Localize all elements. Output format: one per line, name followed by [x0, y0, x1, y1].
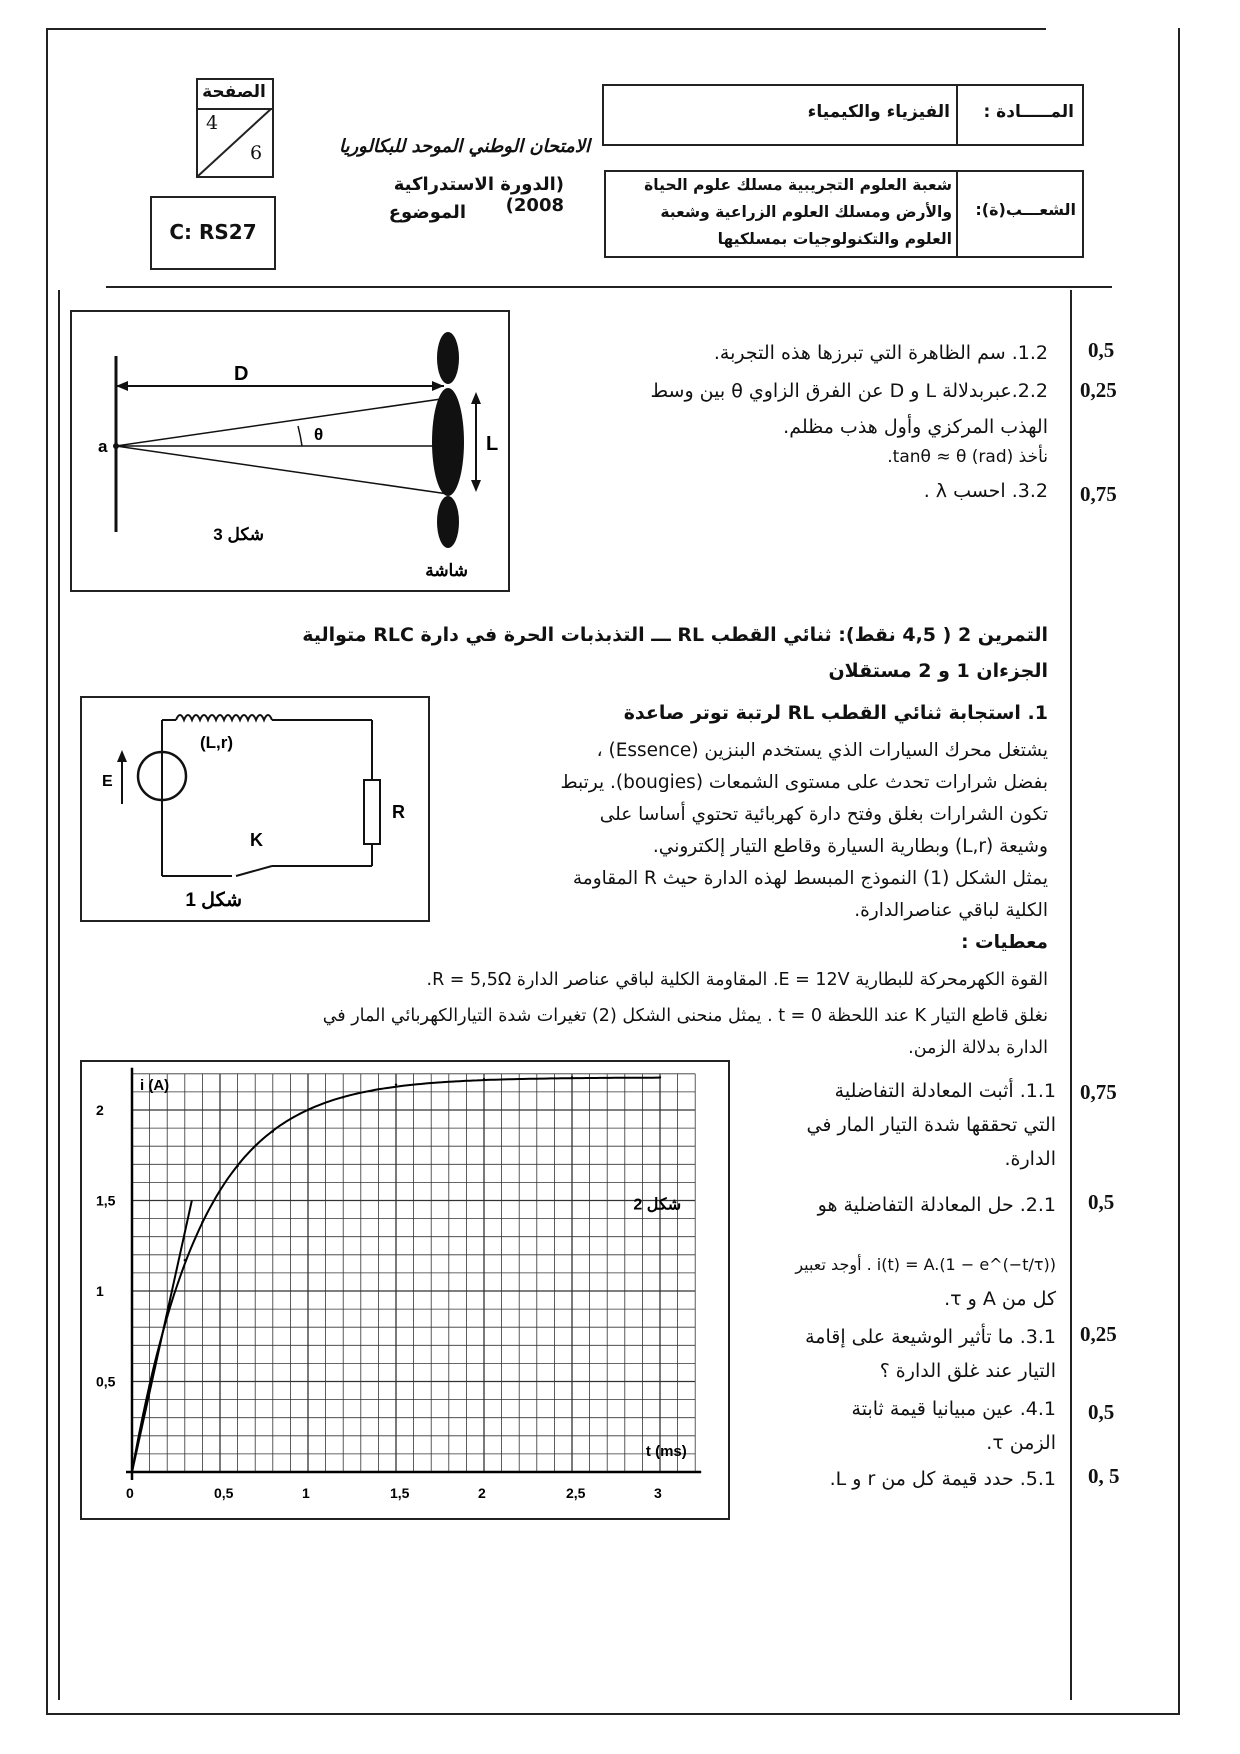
score-4: 0,75: [1080, 1080, 1117, 1104]
score-3: 0,75: [1080, 482, 1117, 506]
section-1-title: 1. استجابة ثنائي القطب RL لرتبة توتر صاعدة: [623, 702, 1048, 724]
q1-2-line3: كل من A و τ.: [944, 1288, 1056, 1310]
x-tick-label: 1,5: [390, 1485, 410, 1501]
fig1-K-label: K: [250, 830, 263, 850]
question-2-2-line2: الهذب المركزي وأول هذب مظلم.: [783, 416, 1048, 438]
x-tick-label: 2,5: [566, 1485, 586, 1501]
data-line: القوة الكهرمحركة للبطارية E = 12V. المقاومة الكلية لباقي عناصر الدارة R = 5,5Ω.: [426, 970, 1048, 990]
score-7: 0,5: [1088, 1400, 1115, 1424]
intro-line-6: الكلية لباقي عناصرالدارة.: [854, 900, 1048, 921]
figure-2-box: [80, 1060, 730, 1520]
q1-4-line1: 4.1. عين مبيانيا قيمة ثابتة: [851, 1398, 1056, 1420]
exam-code-box: [150, 196, 276, 270]
fig3-screen-label: شاشة: [425, 561, 468, 580]
x-axis-label: t (ms): [645, 1443, 687, 1460]
page-label: الصفحة: [202, 82, 266, 102]
fig1-R-label: R: [392, 802, 405, 822]
q1-3-line1: 3.1. ما تأثير الوشيعة على إقامة: [805, 1326, 1056, 1348]
data-point: [342, 1096, 344, 1098]
x-tick-label: 0,5: [214, 1485, 234, 1501]
data-point: [184, 1259, 186, 1261]
x-tick-label: 0: [126, 1485, 134, 1501]
intro-line-4: وشيعة (L,r) وبطارية السيارة وقاطع التيار إلكتروني.: [652, 836, 1048, 857]
fig1-E-label: E: [102, 773, 113, 790]
x-tick-label: 1: [302, 1485, 310, 1501]
x-tick-label: 3: [654, 1485, 662, 1501]
subject-value: الفيزياء والكيمياء: [807, 102, 950, 122]
score-column-divider: [1070, 290, 1072, 1700]
branch-label: الشعـــب(ة):: [975, 200, 1076, 219]
session: (الدورة الاستدراكية 2008): [393, 174, 564, 216]
score-2: 0,25: [1080, 378, 1117, 402]
fig1-caption: شكل 1: [185, 890, 242, 911]
data-point: [483, 1078, 485, 1080]
exam-code: C: RS27: [169, 220, 257, 244]
q1-2-line1: 2.1. حل المعادلة التفاضلية هو: [817, 1194, 1056, 1216]
fig3-theta-label: θ: [314, 425, 324, 444]
fig3-D-label: D: [234, 363, 249, 385]
data-title: معطيات :: [961, 932, 1048, 953]
score-1: 0,5: [1088, 338, 1115, 362]
intro-line-3: تكون الشرارات بغلق وفتح دارة كهربائية تحتوي أساسا على: [599, 804, 1048, 825]
score-8: 0, 5: [1088, 1464, 1120, 1488]
subject-label: المـــــادة :: [983, 102, 1074, 122]
question-2-2-line1: 2.2.عبربدلالة L و D عن الفرق الزاوي θ بين وسط: [650, 380, 1048, 402]
subject-box: [602, 84, 1084, 146]
figure-1-circuit: [82, 698, 428, 920]
close-line-1: نغلق قاطع التيار K عند اللحظة t = 0 . يمثل منحنى الشكل (2) تغيرات شدة التيارالكهربائي المار في: [322, 1006, 1048, 1026]
data-point: [571, 1076, 573, 1078]
q1-2-line2: i(t) = A.(1 − e^(−t/τ)) . أوجد تعبير: [795, 1255, 1056, 1274]
q1-1-line1: 1.1. أثبت المعادلة التفاضلية: [834, 1080, 1056, 1102]
data-point: [236, 1165, 238, 1167]
page-number-box: [196, 78, 274, 178]
intro-line-1: يشتغل محرك السيارات الذي يستخدم البنزين (Essence) ،: [596, 740, 1048, 761]
question-2-3: 3.2. احسب λ .: [923, 480, 1048, 502]
data-point: [272, 1131, 274, 1133]
data-point: [395, 1083, 397, 1085]
subject-word: الموضوع: [388, 202, 466, 223]
chart-title: شكل 2: [633, 1196, 682, 1214]
branch-box: [604, 170, 1084, 258]
intro-line-5: يمثل الشكل (1) النموذج المبسط لهذه الدارة حيث R المقاومة: [572, 868, 1048, 889]
exam-title: الامتحان الوطني الموحد للبكالوريا: [338, 136, 590, 157]
y-tick-label: 0,5: [96, 1373, 116, 1390]
y-axis-label: i (A): [140, 1076, 170, 1094]
question-2-1: 1.2. سم الظاهرة التي تبرزها هذه التجربة.: [713, 342, 1048, 364]
page-number: 4: [206, 112, 219, 134]
y-tick-label: 1,5: [96, 1192, 116, 1209]
data-point: [201, 1221, 203, 1223]
q1-4-line2: الزمن τ.: [986, 1432, 1056, 1454]
figure-2-chart: [82, 1062, 728, 1518]
q1-3-line2: التيار عند غلق الدارة ؟: [879, 1360, 1056, 1382]
figure-3-diagram: [72, 312, 508, 590]
close-line-2: الدارة بدلالة الزمن.: [908, 1038, 1048, 1058]
q1-1-line3: الدارة.: [1004, 1148, 1056, 1170]
exercise-2-title: التمرين 2 ( 4,5 نقط): ثنائي القطب RL ـــ التذبذبات الحرة في دارة RLC متوالية: [302, 624, 1048, 646]
intro-line-2: بفضل شرارات تحدث على مستوى الشمعات (bougies). يرتبط: [560, 772, 1048, 793]
header-separator: [106, 286, 1112, 288]
tangent-line: [132, 1201, 192, 1473]
figure-1-box: [80, 696, 430, 922]
exercise-2-subtitle: الجزءان 1 و 2 مستقلان: [828, 660, 1048, 682]
question-2-2-line3: نأخذ tanθ ≈ θ (rad).: [887, 447, 1048, 467]
fig3-L-label: L: [486, 433, 499, 455]
fig3-a-label: a: [98, 437, 108, 456]
page-total: 6: [250, 142, 263, 164]
x-tick-label: 2: [478, 1485, 486, 1501]
y-tick-label: 2: [96, 1102, 104, 1118]
fig3-caption: شكل 3: [213, 525, 264, 544]
score-6: 0,25: [1080, 1322, 1117, 1346]
fig1-coil-label: (L,r): [200, 733, 234, 752]
data-point: [659, 1076, 661, 1078]
q1-5-line1: 5.1. حدد قيمة كل من r و L.: [829, 1468, 1056, 1490]
figure-3-box: [70, 310, 510, 592]
content-left-border: [58, 290, 60, 1700]
score-5: 0,5: [1088, 1190, 1115, 1214]
branch-value: شعبة العلوم التجريبية مسلك علوم الحياة والأرض ومسلك العلوم الزراعية وشعبة العلوم والتكنولوجيات بمسلكيها: [644, 176, 952, 248]
q1-1-line2: التي تحققها شدة التيار المار في: [806, 1114, 1056, 1136]
y-tick-label: 1: [96, 1283, 104, 1299]
data-point: [307, 1109, 309, 1111]
